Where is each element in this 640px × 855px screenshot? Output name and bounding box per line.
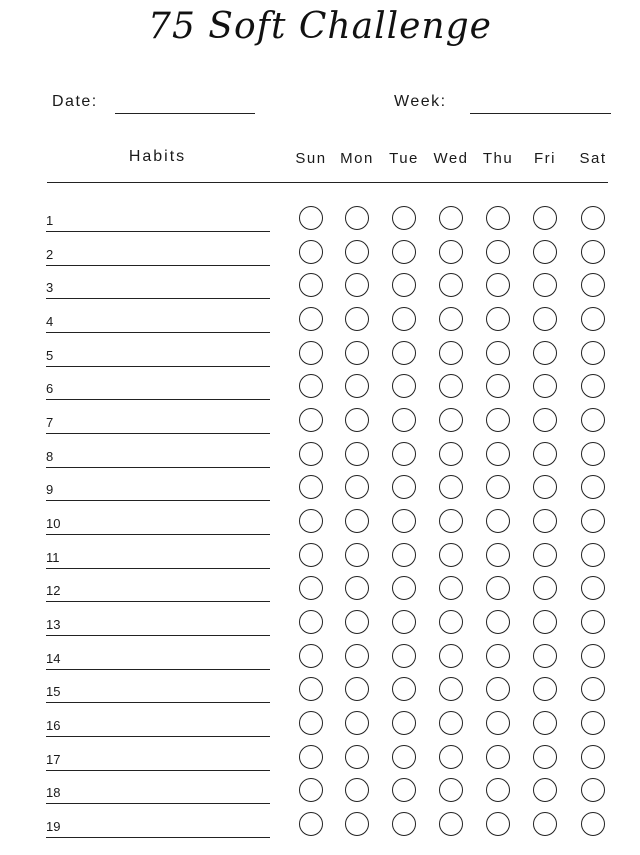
habit-name-field[interactable] [46,770,270,771]
checkbox-sat[interactable] [581,509,605,533]
checkbox-tue[interactable] [392,374,416,398]
checkbox-tue[interactable] [392,576,416,600]
checkbox-fri[interactable] [533,408,557,432]
date-field[interactable] [115,113,255,114]
habit-number: 2 [46,246,54,262]
habit-number: 19 [46,819,61,835]
checkbox-mon[interactable] [345,610,369,634]
habit-name-field[interactable] [46,601,270,602]
habit-number: 10 [46,516,61,532]
habit-number: 9 [46,482,54,498]
checkbox-mon[interactable] [345,745,369,769]
checkbox-sat[interactable] [581,341,605,365]
checkbox-wed[interactable] [439,341,463,365]
checkbox-wed[interactable] [439,745,463,769]
checkbox-thu[interactable] [486,576,510,600]
checkbox-mon[interactable] [345,408,369,432]
checkbox-sat[interactable] [581,442,605,466]
habit-number: 6 [46,381,54,397]
checkbox-sat[interactable] [581,610,605,634]
habit-name-field[interactable] [46,568,270,569]
checkbox-mon[interactable] [345,576,369,600]
checkbox-mon[interactable] [345,644,369,668]
habit-name-field[interactable] [46,298,270,299]
checkbox-sun[interactable] [299,745,323,769]
habit-name-field[interactable] [46,669,270,670]
checkbox-thu[interactable] [486,644,510,668]
checkbox-thu[interactable] [486,812,510,836]
habit-name-field[interactable] [46,433,270,434]
checkbox-sat[interactable] [581,374,605,398]
checkbox-sat[interactable] [581,812,605,836]
checkbox-thu[interactable] [486,408,510,432]
checkbox-sat[interactable] [581,475,605,499]
checkbox-sun[interactable] [299,374,323,398]
checkbox-mon[interactable] [345,273,369,297]
checkbox-fri[interactable] [533,307,557,331]
checkbox-mon[interactable] [345,341,369,365]
habit-number: 1 [46,213,54,228]
checkbox-wed[interactable] [439,812,463,836]
checkbox-mon[interactable] [345,543,369,567]
checkbox-sun[interactable] [299,307,323,331]
week-label: Week: [394,93,447,110]
checkbox-wed[interactable] [439,273,463,297]
habit-number: 7 [46,415,54,431]
checkbox-sun[interactable] [299,778,323,802]
checkbox-fri[interactable] [533,509,557,533]
checkbox-tue[interactable] [392,475,416,499]
checkbox-tue[interactable] [392,778,416,802]
checkbox-sun[interactable] [299,273,323,297]
habit-name-field[interactable] [46,500,270,501]
habit-name-field[interactable] [46,265,270,266]
checkbox-wed[interactable] [439,240,463,264]
habit-name-field[interactable] [46,837,270,838]
checkbox-mon[interactable] [345,812,369,836]
checkbox-mon[interactable] [345,240,369,264]
checkbox-thu[interactable] [486,475,510,499]
checkbox-fri[interactable] [533,374,557,398]
checkbox-wed[interactable] [439,543,463,567]
checkbox-mon[interactable] [345,778,369,802]
checkbox-wed[interactable] [439,644,463,668]
habit-name-field[interactable] [46,399,270,400]
checkbox-fri[interactable] [533,745,557,769]
habit-name-field[interactable] [46,803,270,804]
habit-name-field[interactable] [46,332,270,333]
habit-number: 13 [46,617,61,633]
habit-number: 16 [46,718,61,734]
checkbox-sun[interactable] [299,408,323,432]
checkbox-wed[interactable] [439,374,463,398]
checkbox-mon[interactable] [345,711,369,735]
checkbox-wed[interactable] [439,778,463,802]
habit-number: 17 [46,751,61,767]
checkbox-sun[interactable] [299,442,323,466]
checkbox-thu[interactable] [486,778,510,802]
checkbox-sun[interactable] [299,543,323,567]
checkbox-tue[interactable] [392,341,416,365]
checkbox-wed[interactable] [439,475,463,499]
checkbox-tue[interactable] [392,543,416,567]
checkbox-fri[interactable] [533,206,557,230]
habit-number: 11 [46,549,60,565]
checkbox-wed[interactable] [439,711,463,735]
checkbox-thu[interactable] [486,442,510,466]
checkbox-mon[interactable] [345,442,369,466]
habit-number: 8 [46,448,54,464]
page-title: 75 Soft Challenge [148,6,492,47]
day-header-fri: Fri [534,150,556,167]
checkbox-sun[interactable] [299,576,323,600]
habit-name-field[interactable] [46,467,270,468]
checkbox-wed[interactable] [439,206,463,230]
habit-name-field[interactable] [46,702,270,703]
checkbox-fri[interactable] [533,341,557,365]
habit-number: 15 [46,684,61,700]
checkbox-fri[interactable] [533,610,557,634]
checkbox-tue[interactable] [392,273,416,297]
checkbox-sat[interactable] [581,677,605,701]
habit-number: 5 [46,347,54,363]
checkbox-fri[interactable] [533,711,557,735]
checkbox-wed[interactable] [439,307,463,331]
checkbox-tue[interactable] [392,442,416,466]
checkbox-tue[interactable] [392,745,416,769]
checkbox-wed[interactable] [439,509,463,533]
checkbox-sun[interactable] [299,509,323,533]
checkbox-mon[interactable] [345,677,369,701]
checkbox-tue[interactable] [392,644,416,668]
checkbox-mon[interactable] [345,509,369,533]
checkbox-wed[interactable] [439,610,463,634]
checkbox-sat[interactable] [581,543,605,567]
checkbox-thu[interactable] [486,374,510,398]
date-label: Date: [52,93,98,110]
day-header-tue: Tue [389,150,419,167]
checkbox-tue[interactable] [392,240,416,264]
habit-name-field[interactable] [46,534,270,535]
checkbox-tue[interactable] [392,408,416,432]
checkbox-sun[interactable] [299,677,323,701]
checkbox-fri[interactable] [533,442,557,466]
checkbox-thu[interactable] [486,273,510,297]
day-header-mon: Mon [340,150,374,167]
checkbox-sat[interactable] [581,307,605,331]
checkbox-wed[interactable] [439,442,463,466]
habit-number: 18 [46,785,61,801]
checkbox-tue[interactable] [392,677,416,701]
checkbox-sun[interactable] [299,644,323,668]
checkbox-sun[interactable] [299,610,323,634]
habit-name-field[interactable] [46,366,270,367]
checkbox-fri[interactable] [533,576,557,600]
checkbox-sat[interactable] [581,206,605,230]
checkbox-sun[interactable] [299,240,323,264]
checkbox-fri[interactable] [533,475,557,499]
checkbox-fri[interactable] [533,677,557,701]
checkbox-sat[interactable] [581,778,605,802]
checkbox-sat[interactable] [581,644,605,668]
checkbox-tue[interactable] [392,307,416,331]
checkbox-thu[interactable] [486,677,510,701]
checkbox-sat[interactable] [581,408,605,432]
checkbox-sun[interactable] [299,475,323,499]
checkbox-wed[interactable] [439,576,463,600]
habit-number: 4 [46,314,54,329]
checkbox-tue[interactable] [392,206,416,230]
checkbox-mon[interactable] [345,374,369,398]
checkbox-wed[interactable] [439,677,463,701]
habits-header: Habits [128,148,187,165]
day-header-thu: Thu [482,150,514,167]
checkbox-sat[interactable] [581,240,605,264]
checkbox-thu[interactable] [486,610,510,634]
checkbox-mon[interactable] [345,475,369,499]
checkbox-sat[interactable] [581,273,605,297]
checkbox-tue[interactable] [392,812,416,836]
checkbox-thu[interactable] [486,509,510,533]
checkbox-tue[interactable] [392,610,416,634]
checkbox-tue[interactable] [392,711,416,735]
checkbox-sun[interactable] [299,206,323,230]
habit-number: 14 [46,650,61,666]
checkbox-fri[interactable] [533,812,557,836]
checkbox-fri[interactable] [533,273,557,297]
checkbox-tue[interactable] [392,509,416,533]
header-divider [47,182,608,183]
day-header-sun: Sun [295,150,327,167]
checkbox-thu[interactable] [486,240,510,264]
habit-number: 3 [46,280,54,296]
checkbox-sun[interactable] [299,341,323,365]
habit-name-field[interactable] [46,736,270,737]
checkbox-thu[interactable] [486,543,510,567]
checkbox-sat[interactable] [581,711,605,735]
week-field[interactable] [470,113,611,114]
checkbox-thu[interactable] [486,307,510,331]
checkbox-sun[interactable] [299,711,323,735]
checkbox-sat[interactable] [581,745,605,769]
habit-name-field[interactable] [46,231,270,232]
habit-name-field[interactable] [46,635,270,636]
checkbox-thu[interactable] [486,711,510,735]
checkbox-fri[interactable] [533,543,557,567]
checkbox-fri[interactable] [533,644,557,668]
checkbox-fri[interactable] [533,778,557,802]
checkbox-mon[interactable] [345,206,369,230]
checkbox-fri[interactable] [533,240,557,264]
checkbox-thu[interactable] [486,341,510,365]
habit-number: 12 [46,583,61,599]
day-header-sat: Sat [579,150,607,167]
checkbox-mon[interactable] [345,307,369,331]
checkbox-wed[interactable] [439,408,463,432]
checkbox-thu[interactable] [486,206,510,230]
checkbox-sat[interactable] [581,576,605,600]
checkbox-thu[interactable] [486,745,510,769]
day-header-wed: Wed [433,150,469,167]
checkbox-sun[interactable] [299,812,323,836]
